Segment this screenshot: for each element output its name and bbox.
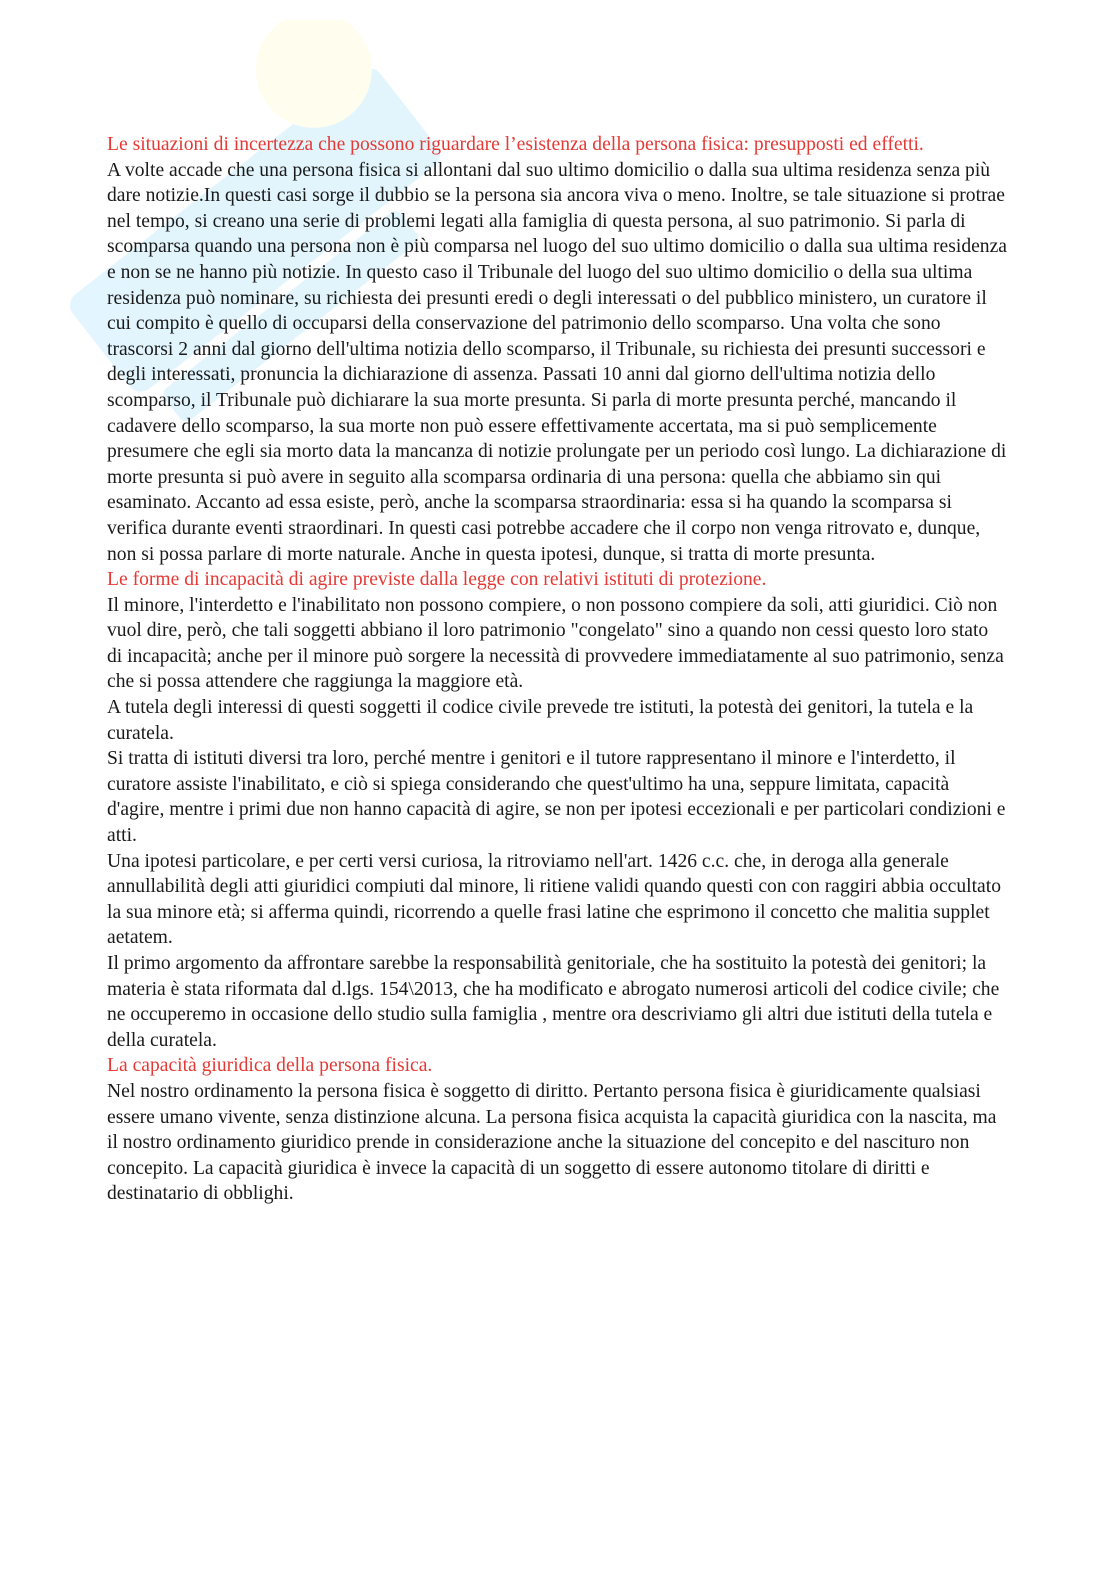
section-heading: Le situazioni di incertezza che possono riguardare l’esistenza della persona fisica: presupposti ed effetti. [107,134,924,155]
paragraph: A volte accade che una persona fisica si allontani dal suo ultimo domicilio o dalla sua ultima residenza senza più dare notizie.In questi casi sorge il dubbio se la persona sia ancora viva o meno. Inoltre, se tale situazione si protrae nel tempo, si creano una serie di problemi legati alla famiglia di questa persona, al suo patrimonio. Si parla di scomparsa quando una persona non è più comparsa nel luogo del suo ultimo domicilio o dalla sua ultima residenza e non se ne hanno più notizie. In questo caso il Tribunale del luogo del suo ultimo domicilio o della sua ultima residenza può nominare, su richiesta dei presunti eredi o degli interessati o del pubblico ministero, un curatore il cui compito è quello di occuparsi della conservazione del patrimonio dello scomparso. Una volta che sono trascorsi 2 anni dal giorno dell'ultima notizia dello scomparso, il Tribunale, su richiesta dei presunti successori e degli interessati, pronuncia la dichiarazione di assenza. Passati 10 anni dal giorno dell'ultima notizia dello scomparso, il Tribunale può dichiarare la sua morte presunta. Si parla di morte presunta perché, mancando il cadavere dello scomparso, la sua morte non può essere effettivamente accertata, ma si può semplicemente presumere che egli sia morto data la mancanza di notizie prolungate per un periodo così lungo. La dichiarazione di morte presunta si può avere in seguito alla scomparsa ordinaria di una persona: quella che abbiamo sin qui esaminato. Accanto ad essa esiste, però, anche la scomparsa straordinaria: essa si ha quando la scomparsa si verifica durante eventi straordinari. In questi casi potrebbe accadere che il corpo non venga ritrovato e, dunque, non si possa parlare di morte naturale. Anche in questa ipotesi, dunque, si tratta di morte presunta. [107,159,1008,565]
section-heading: La capacità giuridica della persona fisica. [107,1055,433,1077]
paragraph: Il minore, l'interdetto e l'inabilitato non possono compiere, o non possono compiere da soli, atti giuridici. Ciò non vuol dire, però, che tali soggetti abbiano il loro patrimonio "congelato" sino a quando non cessi questo loro stato di incapacità; anche per il minore può sorgere la necessità di provvedere immediatamente al suo patrimonio, senza che si possa attendere che raggiunga la maggiore età. [107,594,1004,693]
paragraph: Nel nostro ordinamento la persona fisica è soggetto di diritto. Pertanto persona fisica è giuridicamente qualsiasi essere umano vivente, senza distinzione alcuna. La persona fisica acquista la capacità giuridica con la nascita, ma il nostro ordinamento giuridico prende in considerazione anche la situazione del concepito e del nascituro non concepito. La capacità giuridica è invece la capacità di un soggetto di essere autonomo titolare di diritti e destinatario di obblighi. [107,1080,997,1205]
section-heading: Le forme di incapacità di agire previste dalla legge con relativi istituti di protezione. [107,569,767,591]
document-body [107,132,1007,1207]
paragraph: Si tratta di istituti diversi tra loro, perché mentre i genitori e il tutore rappresentano il minore e l'interdetto, il curatore assiste l'inabilitato, e ciò si spiega considerando che quest'ultimo ha una, seppure limitata, capacità d'agire, mentre i primi due non hanno capacità di agire, se non per ipotesi eccezionali e per particolari condizioni e atti. [107,748,1006,847]
paragraph: Una ipotesi particolare, e per certi versi curiosa, la ritroviamo nell'art. 1426 c.c. che, in deroga alla generale annullabilità degli atti giuridici compiuti dal minore, li ritiene validi quando questi con con raggiri abbia occultato la sua minore età; si afferma quindi, ricorrendo a quelle frasi latine che esprimono il concetto che malitia supplet aetatem. [107,850,1001,949]
paragraph: Il primo argomento da affrontare sarebbe la responsabilità genitoriale, che ha sostituito la potestà dei genitori; la materia è stata riformata dal d.lgs. 154\2013, che ha modificato e abrogato numerosi articoli del codice civile; che ne occuperemo in occasione dello studio sulla famiglia , mentre ora descriviamo gli altri due istituti della tutela e della curatela. [107,953,1000,1051]
paragraph: A tutela degli interessi di questi soggetti il codice civile prevede tre istituti, la potestà dei genitori, la tutela e la curatela. [107,697,974,744]
